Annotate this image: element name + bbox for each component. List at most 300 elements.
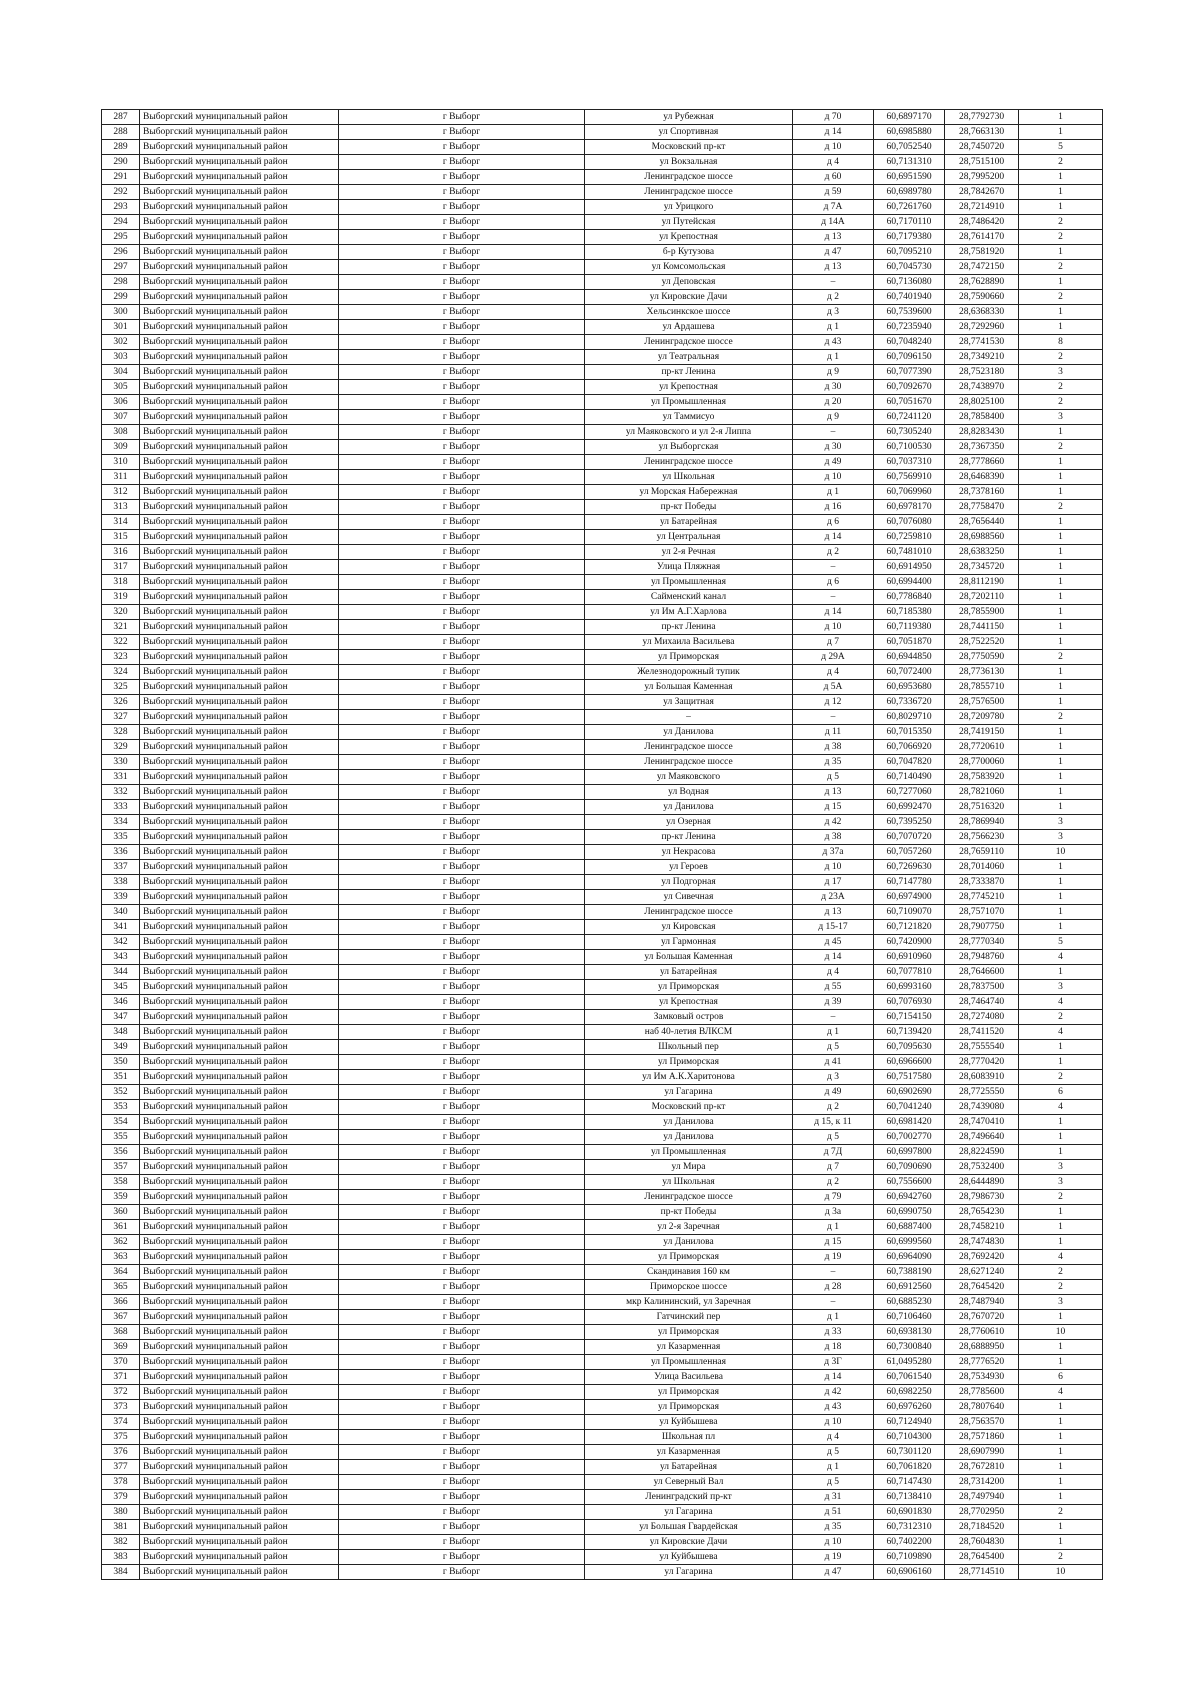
street-cell: Ленинградское шоссе	[585, 740, 793, 755]
latitude-cell: 60,7786840	[874, 590, 945, 605]
longitude-cell: 28,7522520	[945, 635, 1019, 650]
table-row	[102, 530, 1103, 545]
row-number: 310	[102, 455, 140, 470]
count-cell: 1	[1019, 575, 1103, 590]
city-cell: г Выборг	[339, 200, 585, 215]
count-cell: 4	[1019, 1100, 1103, 1115]
latitude-cell: 60,6989780	[874, 185, 945, 200]
district-cell: Выборгский муниципальный район	[140, 1505, 339, 1520]
latitude-cell: 60,6982250	[874, 1385, 945, 1400]
city-cell: г Выборг	[339, 245, 585, 260]
table-row	[102, 1205, 1103, 1220]
district-cell: Выборгский муниципальный район	[140, 980, 339, 995]
longitude-cell: 28,7837500	[945, 980, 1019, 995]
city-cell: г Выборг	[339, 665, 585, 680]
table-row	[102, 125, 1103, 140]
longitude-cell: 28,7014060	[945, 860, 1019, 875]
row-number: 351	[102, 1070, 140, 1085]
longitude-cell: 28,7516320	[945, 800, 1019, 815]
longitude-cell: 28,7785600	[945, 1385, 1019, 1400]
district-cell: Выборгский муниципальный район	[140, 650, 339, 665]
table-row	[102, 575, 1103, 590]
latitude-cell: 60,7037310	[874, 455, 945, 470]
row-number: 380	[102, 1505, 140, 1520]
latitude-cell: 60,7241120	[874, 410, 945, 425]
city-cell: г Выборг	[339, 1490, 585, 1505]
latitude-cell: 60,6994400	[874, 575, 945, 590]
city-cell: г Выборг	[339, 455, 585, 470]
row-number: 346	[102, 995, 140, 1010]
street-cell: ул Данилова	[585, 800, 793, 815]
longitude-cell: 28,7555540	[945, 1040, 1019, 1055]
longitude-cell: 28,8283430	[945, 425, 1019, 440]
longitude-cell: 28,7700060	[945, 755, 1019, 770]
count-cell: 1	[1019, 1490, 1103, 1505]
city-cell: г Выборг	[339, 290, 585, 305]
longitude-cell: 28,8112190	[945, 575, 1019, 590]
longitude-cell: 28,7842670	[945, 185, 1019, 200]
street-cell: Ленинградское шоссе	[585, 335, 793, 350]
district-cell: Выборгский муниципальный район	[140, 605, 339, 620]
district-cell: Выборгский муниципальный район	[140, 710, 339, 725]
table-row	[102, 1115, 1103, 1130]
longitude-cell: 28,7474830	[945, 1235, 1019, 1250]
longitude-cell: 28,7583920	[945, 770, 1019, 785]
house-cell: д 5	[793, 1475, 874, 1490]
district-cell: Выборгский муниципальный район	[140, 395, 339, 410]
count-cell: 4	[1019, 1385, 1103, 1400]
table-row	[102, 335, 1103, 350]
count-cell: 4	[1019, 1250, 1103, 1265]
row-number: 316	[102, 545, 140, 560]
table-row	[102, 1565, 1103, 1580]
street-cell: ул Морская Набережная	[585, 485, 793, 500]
city-cell: г Выборг	[339, 365, 585, 380]
table-row	[102, 380, 1103, 395]
street-cell: ул Гагарина	[585, 1085, 793, 1100]
street-cell: наб 40-летия ВЛКСМ	[585, 1025, 793, 1040]
street-cell: Ленинградское шоссе	[585, 170, 793, 185]
row-number: 368	[102, 1325, 140, 1340]
longitude-cell: 28,7378160	[945, 485, 1019, 500]
row-number: 295	[102, 230, 140, 245]
house-cell: д 60	[793, 170, 874, 185]
count-cell: 2	[1019, 650, 1103, 665]
table-row	[102, 1025, 1103, 1040]
count-cell: 2	[1019, 1265, 1103, 1280]
district-cell: Выборгский муниципальный район	[140, 1460, 339, 1475]
latitude-cell: 60,7305240	[874, 425, 945, 440]
house-cell: д 37а	[793, 845, 874, 860]
count-cell: 1	[1019, 185, 1103, 200]
count-cell: 1	[1019, 725, 1103, 740]
longitude-cell: 28,7855710	[945, 680, 1019, 695]
street-cell: ул Крепостная	[585, 995, 793, 1010]
count-cell: 1	[1019, 695, 1103, 710]
district-cell: Выборгский муниципальный район	[140, 890, 339, 905]
house-cell: д 15	[793, 800, 874, 815]
street-cell: Ленинградский пр-кт	[585, 1490, 793, 1505]
count-cell: 1	[1019, 755, 1103, 770]
count-cell: 2	[1019, 380, 1103, 395]
district-cell: Выборгский муниципальный район	[140, 725, 339, 740]
longitude-cell: 28,7571860	[945, 1430, 1019, 1445]
city-cell: г Выборг	[339, 170, 585, 185]
latitude-cell: 60,6951590	[874, 170, 945, 185]
count-cell: 1	[1019, 320, 1103, 335]
table-row	[102, 185, 1103, 200]
city-cell: г Выборг	[339, 1145, 585, 1160]
latitude-cell: 60,7569910	[874, 470, 945, 485]
city-cell: г Выборг	[339, 1040, 585, 1055]
city-cell: г Выборг	[339, 1310, 585, 1325]
district-cell: Выборгский муниципальный район	[140, 635, 339, 650]
count-cell: 1	[1019, 965, 1103, 980]
city-cell: г Выборг	[339, 1055, 585, 1070]
street-cell: ул Кировские Дачи	[585, 290, 793, 305]
street-cell: ул Промышленная	[585, 395, 793, 410]
district-cell: Выборгский муниципальный район	[140, 950, 339, 965]
table-row	[102, 560, 1103, 575]
longitude-cell: 28,7907750	[945, 920, 1019, 935]
table-row	[102, 1010, 1103, 1025]
latitude-cell: 60,7076930	[874, 995, 945, 1010]
house-cell: д 4	[793, 665, 874, 680]
row-number: 311	[102, 470, 140, 485]
count-cell: 1	[1019, 905, 1103, 920]
table-row	[102, 1310, 1103, 1325]
district-cell: Выборгский муниципальный район	[140, 935, 339, 950]
longitude-cell: 28,7450720	[945, 140, 1019, 155]
table-row	[102, 1460, 1103, 1475]
latitude-cell: 60,7090690	[874, 1160, 945, 1175]
street-cell: пр-кт Победы	[585, 500, 793, 515]
house-cell: д 38	[793, 830, 874, 845]
street-cell: ул Большая Каменная	[585, 680, 793, 695]
table-row	[102, 965, 1103, 980]
latitude-cell: 60,7077390	[874, 365, 945, 380]
house-cell: д 1	[793, 1220, 874, 1235]
count-cell: 2	[1019, 1010, 1103, 1025]
latitude-cell: 60,7092670	[874, 380, 945, 395]
row-number: 378	[102, 1475, 140, 1490]
city-cell: г Выборг	[339, 1340, 585, 1355]
table-row	[102, 1400, 1103, 1415]
document-table-sheet	[101, 109, 1102, 1580]
street-cell: ул Водная	[585, 785, 793, 800]
row-number: 322	[102, 635, 140, 650]
count-cell: 1	[1019, 110, 1103, 125]
house-cell: д 7А	[793, 200, 874, 215]
house-cell: д 7	[793, 635, 874, 650]
latitude-cell: 60,7051870	[874, 635, 945, 650]
row-number: 381	[102, 1520, 140, 1535]
row-number: 361	[102, 1220, 140, 1235]
city-cell: г Выборг	[339, 215, 585, 230]
table-row	[102, 1430, 1103, 1445]
street-cell: ул Промышленная	[585, 1355, 793, 1370]
row-number: 304	[102, 365, 140, 380]
house-cell: –	[793, 1010, 874, 1025]
row-number: 379	[102, 1490, 140, 1505]
latitude-cell: 60,7277060	[874, 785, 945, 800]
row-number: 289	[102, 140, 140, 155]
street-cell: ул Большая Каменная	[585, 950, 793, 965]
house-cell: д 35	[793, 755, 874, 770]
row-number: 364	[102, 1265, 140, 1280]
house-cell: д 5	[793, 770, 874, 785]
longitude-cell: 28,7333870	[945, 875, 1019, 890]
house-cell: д 7Д	[793, 1145, 874, 1160]
longitude-cell: 28,6368330	[945, 305, 1019, 320]
city-cell: г Выборг	[339, 275, 585, 290]
city-cell: г Выборг	[339, 650, 585, 665]
table-row	[102, 860, 1103, 875]
count-cell: 1	[1019, 800, 1103, 815]
district-cell: Выборгский муниципальный район	[140, 245, 339, 260]
table-row	[102, 590, 1103, 605]
row-number: 300	[102, 305, 140, 320]
row-number: 335	[102, 830, 140, 845]
row-number: 329	[102, 740, 140, 755]
street-cell: ул Куйбышева	[585, 1415, 793, 1430]
city-cell: г Выборг	[339, 620, 585, 635]
street-cell: ул Приморская	[585, 1325, 793, 1340]
row-number: 301	[102, 320, 140, 335]
row-number: 290	[102, 155, 140, 170]
district-cell: Выборгский муниципальный район	[140, 1130, 339, 1145]
district-cell: Выборгский муниципальный район	[140, 1550, 339, 1565]
city-cell: г Выборг	[339, 1085, 585, 1100]
street-cell: Ленинградское шоссе	[585, 185, 793, 200]
table-row	[102, 1040, 1103, 1055]
district-cell: Выборгский муниципальный район	[140, 995, 339, 1010]
latitude-cell: 60,7420900	[874, 935, 945, 950]
row-number: 299	[102, 290, 140, 305]
street-cell: ул Спортивная	[585, 125, 793, 140]
row-number: 362	[102, 1235, 140, 1250]
street-cell: ул Гармонная	[585, 935, 793, 950]
latitude-cell: 60,7556600	[874, 1175, 945, 1190]
count-cell: 2	[1019, 1280, 1103, 1295]
longitude-cell: 28,7349210	[945, 350, 1019, 365]
row-number: 340	[102, 905, 140, 920]
street-cell: ул Защитная	[585, 695, 793, 710]
table-row	[102, 1370, 1103, 1385]
longitude-cell: 28,7736130	[945, 665, 1019, 680]
latitude-cell: 60,6993160	[874, 980, 945, 995]
latitude-cell: 60,7070720	[874, 830, 945, 845]
table-row	[102, 170, 1103, 185]
street-cell: ул Ардашева	[585, 320, 793, 335]
city-cell: г Выборг	[339, 965, 585, 980]
longitude-cell: 28,7758470	[945, 500, 1019, 515]
table-row	[102, 470, 1103, 485]
count-cell: 2	[1019, 1550, 1103, 1565]
table-row	[102, 905, 1103, 920]
city-cell: г Выборг	[339, 740, 585, 755]
longitude-cell: 28,7770420	[945, 1055, 1019, 1070]
row-number: 327	[102, 710, 140, 725]
count-cell: 3	[1019, 830, 1103, 845]
house-cell: д 14А	[793, 215, 874, 230]
table-row	[102, 1295, 1103, 1310]
longitude-cell: 28,7292960	[945, 320, 1019, 335]
latitude-cell: 60,6966600	[874, 1055, 945, 1070]
table-row	[102, 1220, 1103, 1235]
house-cell: д 1	[793, 485, 874, 500]
row-number: 363	[102, 1250, 140, 1265]
row-number: 357	[102, 1160, 140, 1175]
street-cell: ул Батарейная	[585, 965, 793, 980]
longitude-cell: 28,6468390	[945, 470, 1019, 485]
table-row	[102, 1535, 1103, 1550]
latitude-cell: 60,7077810	[874, 965, 945, 980]
count-cell: 10	[1019, 1325, 1103, 1340]
house-cell: д 9	[793, 410, 874, 425]
table-row	[102, 695, 1103, 710]
latitude-cell: 60,6906160	[874, 1565, 945, 1580]
longitude-cell: 28,7496640	[945, 1130, 1019, 1145]
longitude-cell: 28,7776520	[945, 1355, 1019, 1370]
longitude-cell: 28,8224590	[945, 1145, 1019, 1160]
district-cell: Выборгский муниципальный район	[140, 185, 339, 200]
street-cell: ул 2-я Речная	[585, 545, 793, 560]
city-cell: г Выборг	[339, 515, 585, 530]
latitude-cell: 60,7261760	[874, 200, 945, 215]
latitude-cell: 60,6901830	[874, 1505, 945, 1520]
table-row	[102, 710, 1103, 725]
table-row	[102, 635, 1103, 650]
row-number: 369	[102, 1340, 140, 1355]
latitude-cell: 60,7136080	[874, 275, 945, 290]
count-cell: 8	[1019, 335, 1103, 350]
street-cell: ул Большая Гвардейская	[585, 1520, 793, 1535]
latitude-cell: 60,7002770	[874, 1130, 945, 1145]
table-row	[102, 680, 1103, 695]
district-cell: Выборгский муниципальный район	[140, 1205, 339, 1220]
row-number: 352	[102, 1085, 140, 1100]
table-row	[102, 605, 1103, 620]
house-cell: д 45	[793, 935, 874, 950]
district-cell: Выборгский муниципальный район	[140, 1175, 339, 1190]
district-cell: Выборгский муниципальный район	[140, 1085, 339, 1100]
row-number: 345	[102, 980, 140, 995]
district-cell: Выборгский муниципальный район	[140, 305, 339, 320]
street-cell: ул Данилова	[585, 725, 793, 740]
district-cell: Выборгский муниципальный район	[140, 620, 339, 635]
longitude-cell: 28,7438970	[945, 380, 1019, 395]
table-row	[102, 215, 1103, 230]
latitude-cell: 60,6897170	[874, 110, 945, 125]
latitude-cell: 60,6992470	[874, 800, 945, 815]
longitude-cell: 28,7439080	[945, 1100, 1019, 1115]
count-cell: 1	[1019, 470, 1103, 485]
longitude-cell: 28,7367350	[945, 440, 1019, 455]
longitude-cell: 28,7663130	[945, 125, 1019, 140]
latitude-cell: 60,6953680	[874, 680, 945, 695]
table-row	[102, 515, 1103, 530]
street-cell: ул Приморская	[585, 1250, 793, 1265]
table-row	[102, 1160, 1103, 1175]
city-cell: г Выборг	[339, 1475, 585, 1490]
table-row	[102, 1175, 1103, 1190]
count-cell: 3	[1019, 1295, 1103, 1310]
latitude-cell: 60,7259810	[874, 530, 945, 545]
count-cell: 2	[1019, 710, 1103, 725]
city-cell: г Выборг	[339, 1385, 585, 1400]
longitude-cell: 28,7654230	[945, 1205, 1019, 1220]
longitude-cell: 28,7645400	[945, 1550, 1019, 1565]
longitude-cell: 28,7566230	[945, 830, 1019, 845]
latitude-cell: 60,7076080	[874, 515, 945, 530]
city-cell: г Выборг	[339, 755, 585, 770]
table-row	[102, 305, 1103, 320]
longitude-cell: 28,7576500	[945, 695, 1019, 710]
latitude-cell: 60,7061540	[874, 1370, 945, 1385]
house-cell: д 4	[793, 965, 874, 980]
latitude-cell: 60,7104300	[874, 1430, 945, 1445]
latitude-cell: 60,7095210	[874, 245, 945, 260]
city-cell: г Выборг	[339, 1265, 585, 1280]
table-row	[102, 890, 1103, 905]
district-cell: Выборгский муниципальный район	[140, 590, 339, 605]
count-cell: 1	[1019, 785, 1103, 800]
count-cell: 1	[1019, 200, 1103, 215]
street-cell: ул Им А.Г.Харлова	[585, 605, 793, 620]
house-cell: д 70	[793, 110, 874, 125]
district-cell: Выборгский муниципальный район	[140, 230, 339, 245]
house-cell: д 2	[793, 290, 874, 305]
street-cell: ул Данилова	[585, 1235, 793, 1250]
street-cell: Ленинградское шоссе	[585, 455, 793, 470]
row-number: 344	[102, 965, 140, 980]
house-cell: д 12	[793, 695, 874, 710]
street-cell: пр-кт Ленина	[585, 365, 793, 380]
latitude-cell: 60,6990750	[874, 1205, 945, 1220]
table-row	[102, 275, 1103, 290]
row-number: 384	[102, 1565, 140, 1580]
latitude-cell: 60,6914950	[874, 560, 945, 575]
city-cell: г Выборг	[339, 635, 585, 650]
city-cell: г Выборг	[339, 920, 585, 935]
count-cell: 3	[1019, 410, 1103, 425]
street-cell: ул Урицкого	[585, 200, 793, 215]
row-number: 359	[102, 1190, 140, 1205]
house-cell: д 14	[793, 125, 874, 140]
table-row	[102, 1445, 1103, 1460]
latitude-cell: 60,6902690	[874, 1085, 945, 1100]
street-cell: ул Рубежная	[585, 110, 793, 125]
city-cell: г Выборг	[339, 590, 585, 605]
table-row	[102, 425, 1103, 440]
latitude-cell: 60,7069960	[874, 485, 945, 500]
longitude-cell: 28,7581920	[945, 245, 1019, 260]
table-row	[102, 1265, 1103, 1280]
address-table	[101, 109, 1103, 1580]
district-cell: Выборгский муниципальный район	[140, 965, 339, 980]
latitude-cell: 60,7336720	[874, 695, 945, 710]
count-cell: 2	[1019, 1190, 1103, 1205]
latitude-cell: 60,7109070	[874, 905, 945, 920]
city-cell: г Выборг	[339, 1070, 585, 1085]
street-cell: Московский пр-кт	[585, 140, 793, 155]
longitude-cell: 28,7714510	[945, 1565, 1019, 1580]
house-cell: д 3	[793, 305, 874, 320]
city-cell: г Выборг	[339, 1130, 585, 1145]
longitude-cell: 28,7741530	[945, 335, 1019, 350]
table-row	[102, 725, 1103, 740]
